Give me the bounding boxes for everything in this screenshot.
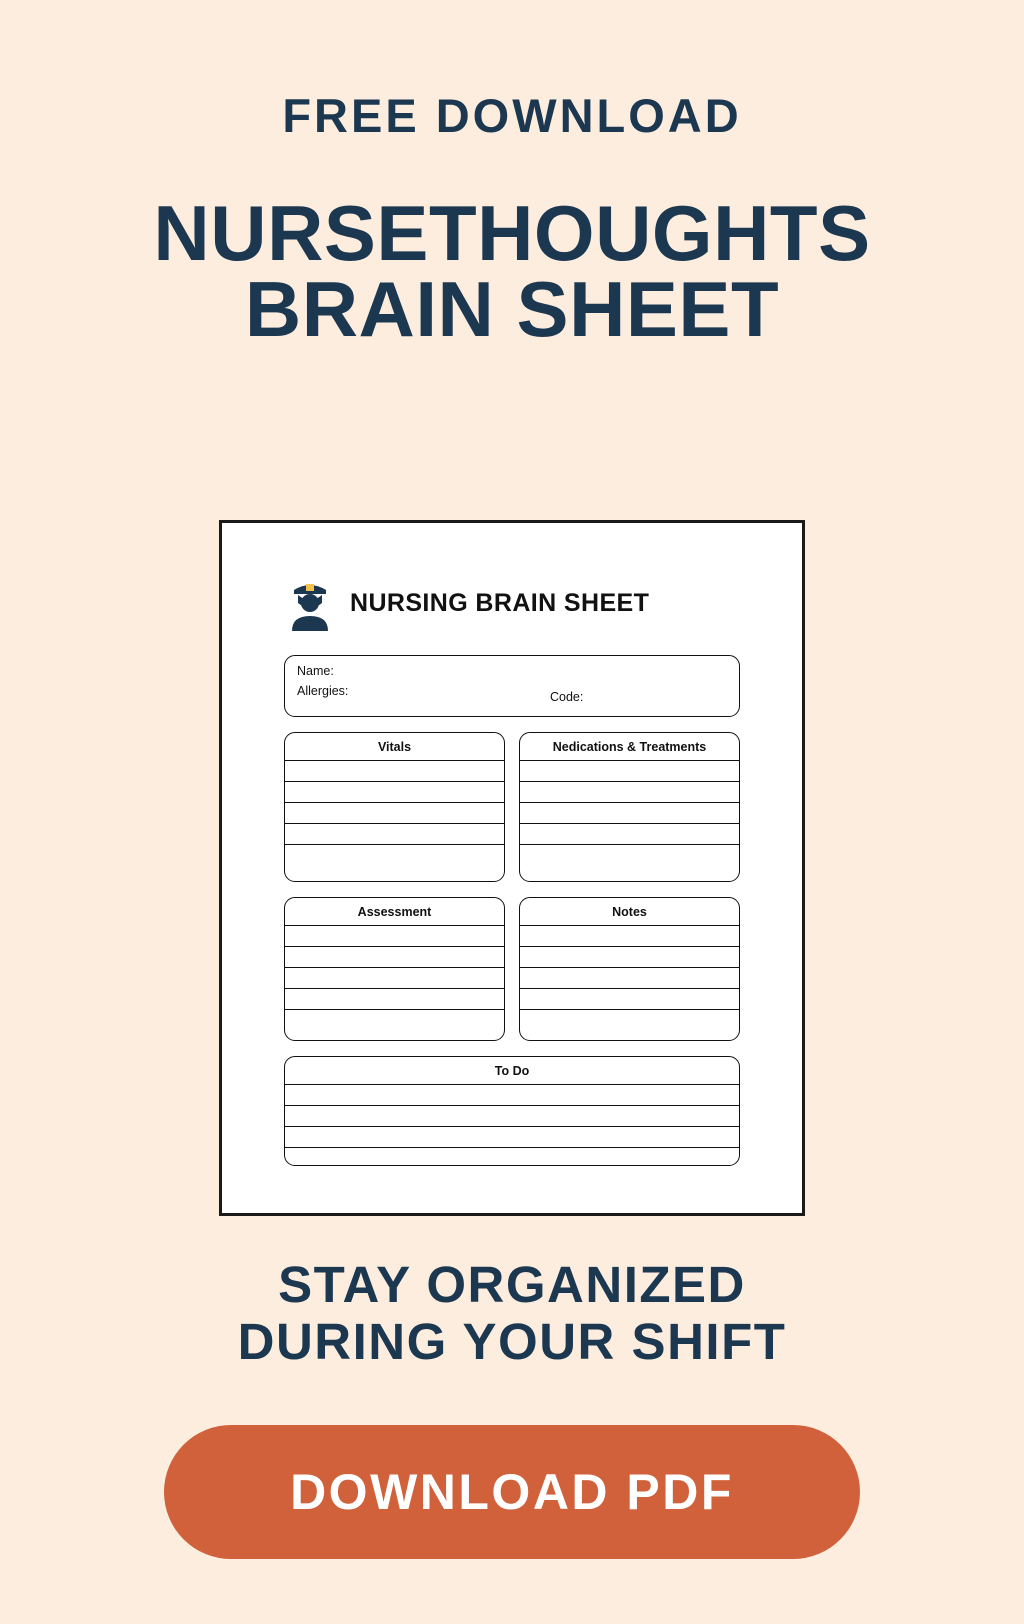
writing-line <box>285 802 504 823</box>
tagline-line-2: DURING YOUR SHIFT <box>237 1313 787 1371</box>
writing-line <box>520 988 739 1009</box>
panel-row-2 <box>284 897 740 1041</box>
panel-medications-lines <box>520 760 739 865</box>
name-label: Name: <box>297 664 334 678</box>
nurse-icon <box>284 575 336 631</box>
panel-notes-title: Notes <box>612 905 647 919</box>
download-pdf-button[interactable]: DOWNLOAD PDF <box>164 1425 860 1559</box>
writing-line <box>520 925 739 946</box>
writing-line <box>285 844 504 865</box>
writing-line <box>285 1147 739 1166</box>
brain-sheet-preview <box>219 520 805 1216</box>
panel-todo-lines <box>285 1084 739 1166</box>
eyebrow-text: FREE DOWNLOAD <box>282 89 742 142</box>
panel-notes-col <box>519 897 740 1041</box>
writing-line <box>285 1105 739 1126</box>
page-title <box>0 189 1024 354</box>
panel-vitals-lines <box>285 760 504 865</box>
panel-medications-title: Nedications & Treatments <box>552 740 707 754</box>
writing-line <box>520 760 739 781</box>
writing-line <box>285 1009 504 1030</box>
writing-line <box>285 760 504 781</box>
tagline-line-1: STAY ORGANIZED <box>278 1256 746 1313</box>
panel-vitals-col <box>284 732 505 882</box>
brain-sheet-content <box>222 523 802 1213</box>
writing-line <box>520 967 739 988</box>
allergies-label: Allergies: <box>297 684 349 698</box>
panel-notes <box>519 897 740 1041</box>
panel-medications <box>519 732 740 882</box>
writing-line <box>285 925 504 946</box>
panel-assessment-lines <box>285 925 504 1030</box>
writing-line <box>285 823 504 844</box>
writing-line <box>520 781 739 802</box>
patient-info-box <box>284 655 740 717</box>
panel-notes-lines <box>520 925 739 1030</box>
panel-medications-col <box>519 732 740 882</box>
panel-vitals <box>284 732 505 882</box>
writing-line <box>285 1084 739 1105</box>
writing-line <box>520 802 739 823</box>
panel-assessment-col <box>284 897 505 1041</box>
panel-vitals-title: Vitals <box>377 740 412 754</box>
page-title-line-1: NURSETHOUGHTS <box>153 189 871 277</box>
writing-line <box>285 781 504 802</box>
writing-line <box>285 967 504 988</box>
panel-assessment <box>284 897 505 1041</box>
writing-line <box>520 844 739 865</box>
brain-sheet-title: NURSING BRAIN SHEET <box>350 588 650 617</box>
writing-line <box>520 823 739 844</box>
brain-sheet-header <box>284 575 740 631</box>
code-label: Code: <box>550 690 584 704</box>
panel-assessment-title: Assessment <box>357 905 432 919</box>
writing-line <box>285 946 504 967</box>
tagline <box>0 1256 1024 1370</box>
writing-line <box>285 1126 739 1147</box>
writing-line <box>520 1009 739 1030</box>
page-title-line-2: BRAIN SHEET <box>244 265 780 354</box>
writing-line <box>285 988 504 1009</box>
panel-todo <box>284 1056 740 1166</box>
panel-row-1 <box>284 732 740 882</box>
writing-line <box>520 946 739 967</box>
panel-todo-title: To Do <box>494 1064 530 1078</box>
